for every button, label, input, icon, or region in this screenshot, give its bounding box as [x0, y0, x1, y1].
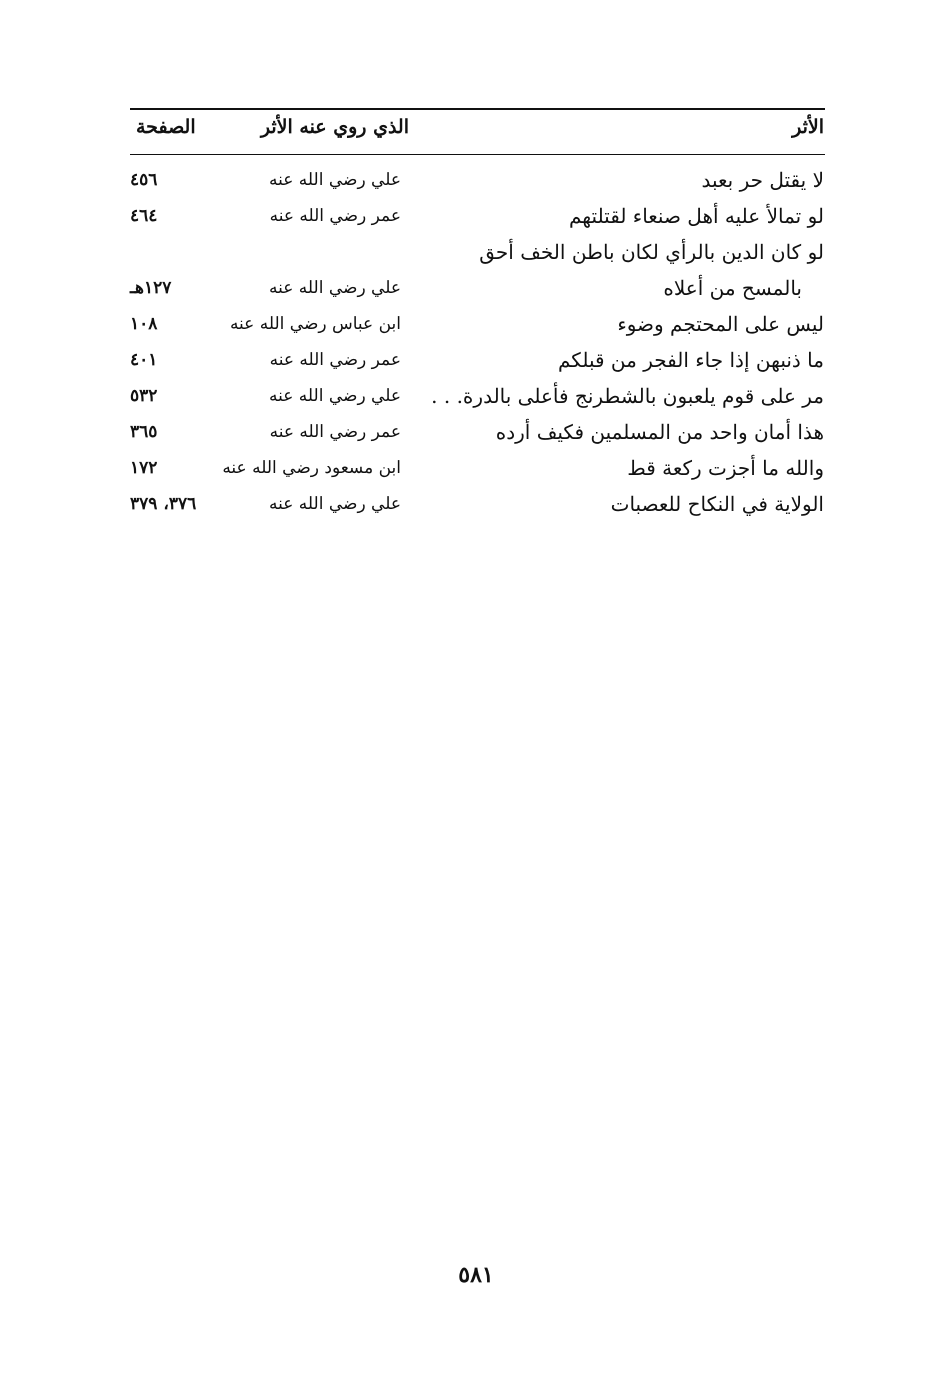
table-body [0, 162, 952, 522]
page-ref: ٣٧٦، ٣٧٩ [130, 494, 197, 514]
athar-text: ما ذنبهن إذا جاء الفجر من قبلكم [557, 348, 824, 372]
table-row [0, 450, 952, 486]
narrator-text: عمر رضي الله عنه [269, 206, 401, 226]
table-row [0, 414, 952, 450]
header-page: الصفحة [136, 116, 196, 138]
narrator-text: ابن مسعود رضي الله عنه [222, 458, 401, 478]
narrator-text: ابن عباس رضي الله عنه [229, 314, 401, 334]
page-number: ٥٨١ [458, 1262, 494, 1288]
page-ref: ١٧٢ [130, 458, 158, 478]
athar-text: لو كان الدين بالرأي لكان باطن الخف أحق [479, 240, 824, 264]
athar-text: لا يقتل حر بعبد [701, 168, 824, 192]
page-ref: ٣٦٥ [130, 422, 158, 442]
page-ref: ١٢٧هـ [130, 278, 172, 298]
page-ref: ٤٥٦ [130, 170, 158, 190]
athar-text-continuation: بالمسح من أعلاه [663, 276, 802, 300]
narrator-text: عمر رضي الله عنه [269, 350, 401, 370]
page-ref: ٤٦٤ [130, 206, 158, 226]
narrator-text: علي رضي الله عنه [269, 386, 401, 406]
page-ref: ١٠٨ [130, 314, 158, 334]
athar-text: ليس على المحتجم وضوء [617, 312, 824, 336]
header-narrator: الذي روي عنه الأثر [260, 116, 409, 138]
athar-text: الولاية في النكاح للعصبات [610, 492, 824, 516]
table-row [0, 378, 952, 414]
header-athar: الأثر [792, 116, 824, 138]
athar-text: مر على قوم يلعبون بالشطرنج فأعلى بالدرة. . . [431, 384, 824, 408]
narrator-text: علي رضي الله عنه [269, 278, 401, 298]
athar-text: والله ما أجزت ركعة قط [627, 456, 824, 480]
table-header-rule [130, 154, 825, 155]
narrator-text: عمر رضي الله عنه [269, 422, 401, 442]
narrator-text: علي رضي الله عنه [269, 170, 401, 190]
page-ref: ٤٠١ [130, 350, 158, 370]
athar-text: لو تمالأ عليه أهل صنعاء لقتلتهم [569, 204, 824, 228]
narrator-text: علي رضي الله عنه [269, 494, 401, 514]
table-row [0, 162, 952, 198]
table-row [0, 306, 952, 342]
page-ref: ٥٣٢ [130, 386, 158, 406]
athar-text: هذا أمان واحد من المسلمين فكيف أرده [495, 420, 824, 444]
table-row [0, 234, 952, 270]
table-row [0, 342, 952, 378]
table-row [0, 270, 952, 306]
table-row [0, 486, 952, 522]
table-top-rule [130, 108, 825, 110]
table-row [0, 198, 952, 234]
